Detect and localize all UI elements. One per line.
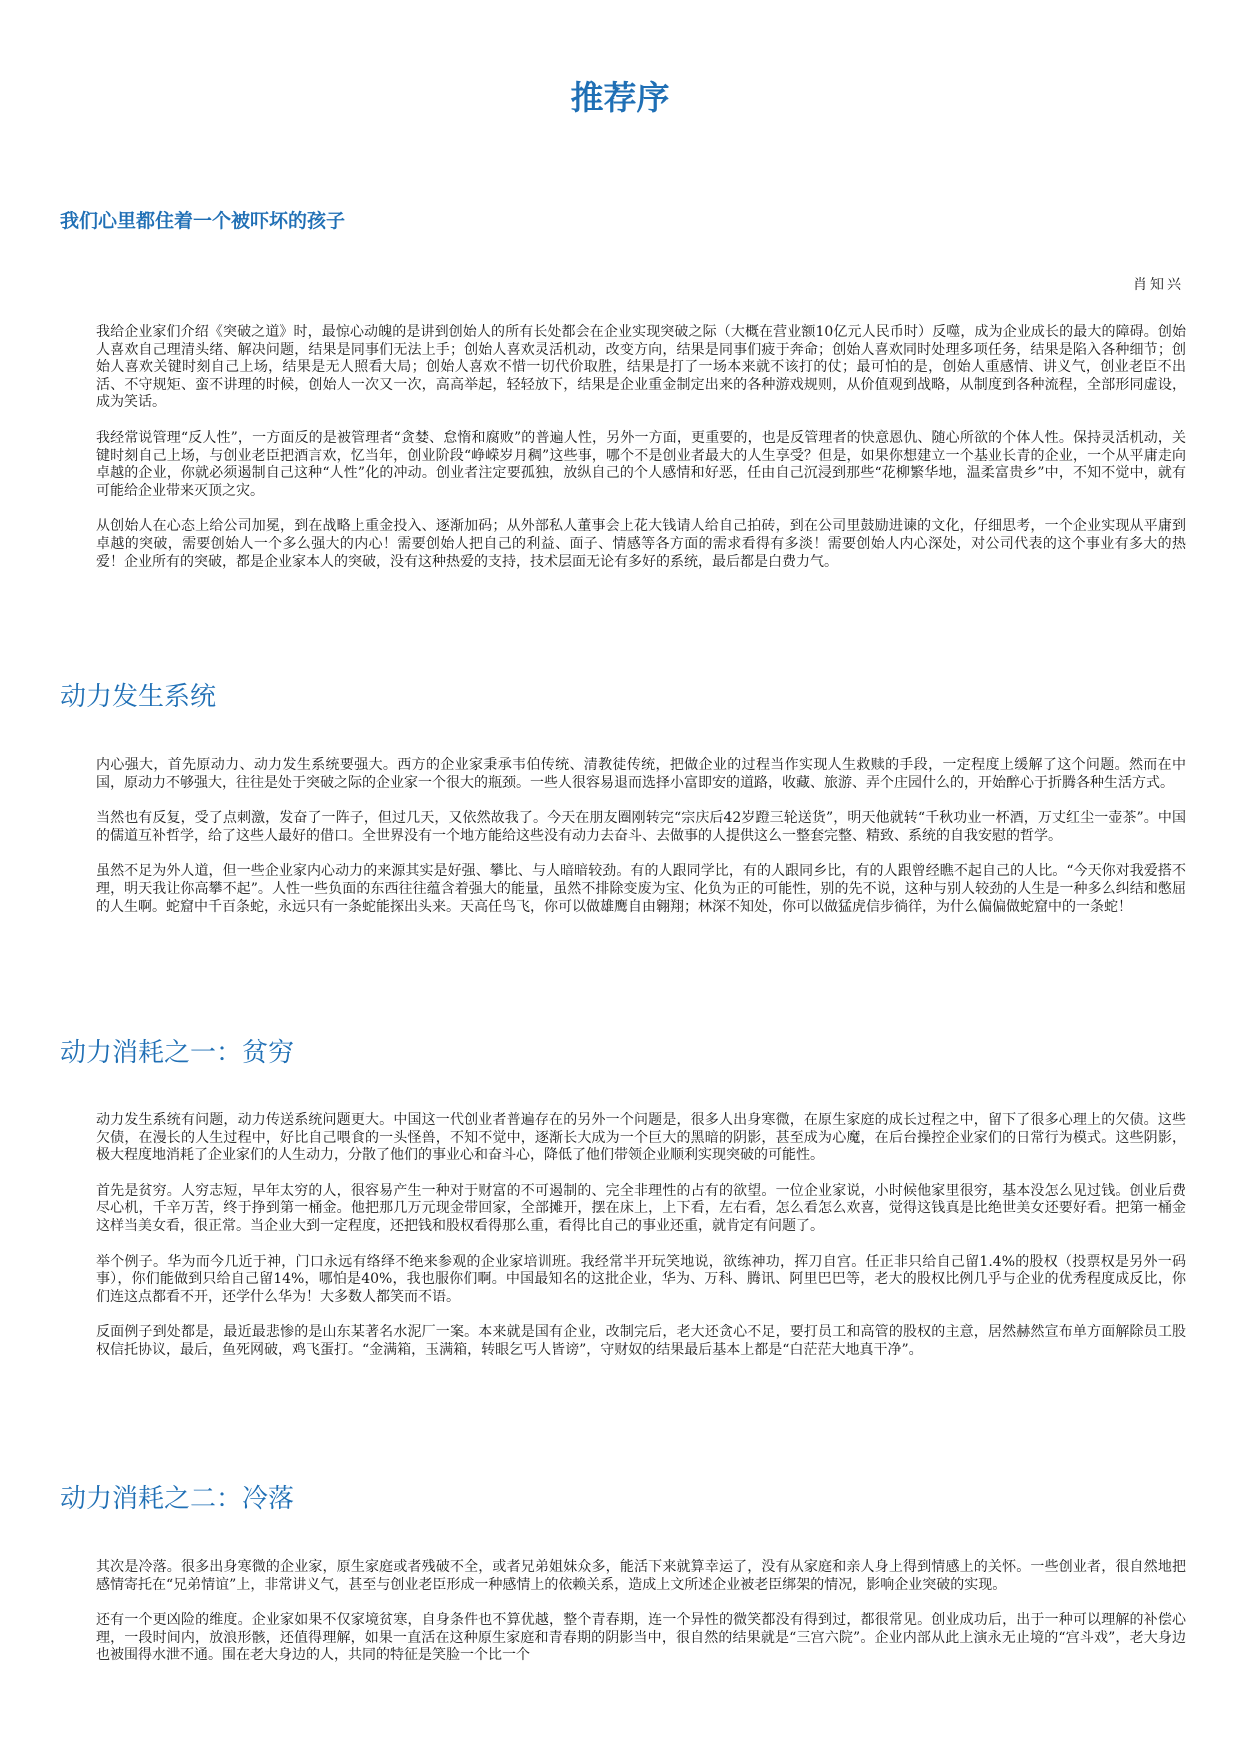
- intro-paragraph-1: 我给企业家们介绍《突破之道》时，最惊心动魄的是讲到创始人的所有长处都会在企业实现突破之际（大概在营业额10亿元人民币时）反噬，成为企业成长的最大的障碍。创始人喜欢自己理清头绪、解决问题，结果是同事们无法上手；创始人喜欢灵活机动，改变方向，结果是同事们疲于奔命；创始人喜欢同时处理多项任务，结果是陷入各种细节；创始人喜欢关键时刻自己上场，结果是无人照看大局；创始人喜欢不惜一切代价取胜，结果是打了一场本来就不该打的仗；最可怕的是，创始人重感情、讲义气，创业老臣不出活、不守规矩、蛮不讲理的时候，创始人一次又一次，高高举起，轻轻放下，结果是企业重金制定出来的各种游戏规则，从价值观到战略，从制度到各种流程，全部形同虚设，成为笑话。: [96, 324, 1186, 411]
- subtitle: 我们心里都住着一个被吓坏的孩子: [60, 210, 346, 232]
- section-1-paragraph-2: 当然也有反复，受了点刺激，发奋了一阵子，但过几天，又依然故我了。今天在朋友圈刚转完“宗庆后42岁蹬三轮送货”，明天他就转“千秋功业一杯酒，万丈红尘一壶茶”。中国的儒道互补哲学，给了这些人最好的借口。全世界没有一个地方能给这些没有动力去奋斗、去做事的人提供这么一整套完整、精致、系统的自我安慰的哲学。: [96, 810, 1186, 844]
- section-2-paragraph-4: 反面例子到处都是，最近最悲惨的是山东某著名水泥厂一案。本来就是国有企业，改制完后，老大还贪心不足，要打员工和高管的股权的主意，居然赫然宣布单方面解除员工股权信托协议，最后，鱼死网破，鸡飞蛋打。“金满箱，玉满箱，转眼乞丐人皆谤”，守财奴的结果最后基本上都是“白茫茫大地真干净”。: [96, 1324, 1186, 1358]
- intro-paragraph-2: 我经常说管理“反人性”，一方面反的是被管理者“贪婪、怠惰和腐败”的普遍人性，另外一方面，更重要的，也是反管理者的快意恩仇、随心所欲的个体人性。保持灵活机动，关键时刻自己上场，与创业老臣把酒言欢，忆当年，创业阶段“峥嵘岁月稠”这些事，哪个不是创业者最大的人生享受？但是，如果你想建立一个基业长青的企业，一个从平庸走向卓越的企业，你就必须遏制自己这种“人性”化的冲动。创业者注定要孤独，放纵自己的个人感情和好恶，任由自己沉浸到那些“花柳繁华地，温柔富贵乡”中，不知不觉中，就有可能给企业带来灭顶之灾。: [96, 429, 1186, 499]
- section-1-paragraph-1: 内心强大，首先原动力、动力发生系统要强大。西方的企业家秉承韦伯传统、清教徒传统，把做企业的过程当作实现人生救赎的手段，一定程度上缓解了这个问题。然而在中国，原动力不够强大，往往是处于突破之际的企业家一个很大的瓶颈。一些人很容易退而选择小富即安的道路，收藏、旅游、弄个庄园什么的，开始醉心于折腾各种生活方式。: [96, 757, 1186, 791]
- section-body-poverty: [96, 1112, 1186, 1378]
- section-body-power-generation: [96, 757, 1186, 934]
- section-heading-neglect: 动力消耗之二：冷落: [60, 1484, 295, 1514]
- section-2-paragraph-3: 举个例子。华为而今几近于神，门口永远有络绎不绝来参观的企业家培训班。我经常半开玩笑地说，欲练神功，挥刀自宫。任正非只给自己留1.4%的股权（投票权是另外一码事），你们能做到只给自己留14%，哪怕是40%，我也服你们啊。中国最知名的这批企业，华为、万科、腾讯、阿里巴巴等，老大的股权比例几乎与企业的优秀程度成反比，你们连这点都看不开，还学什么华为！大多数人都笑而不语。: [96, 1253, 1186, 1305]
- section-3-paragraph-1: 其次是冷落。很多出身寒微的企业家，原生家庭或者残破不全，或者兄弟姐妹众多，能活下来就算幸运了，没有从家庭和亲人身上得到情感上的关怀。一些创业者，很自然地把感情寄托在“兄弟情谊”上，非常讲义气，甚至与创业老臣形成一种感情上的依赖关系，造成上文所述企业被老臣绑架的情况，影响企业突破的实现。: [96, 1559, 1186, 1593]
- author-name: 肖知兴: [1133, 277, 1184, 293]
- page-title: 推荐序: [570, 78, 670, 117]
- section-heading-poverty: 动力消耗之一：贫穷: [60, 1038, 295, 1068]
- section-1-paragraph-3: 虽然不足为外人道，但一些企业家内心动力的来源其实是好强、攀比、与人暗暗较劲。有的人跟同学比，有的人跟同乡比，有的人跟曾经瞧不起自己的人比。“今天你对我爱搭不理，明天我让你高攀不起”。人性一些负面的东西往往蕴含着强大的能量，虽然不排除变废为宝、化负为正的可能性，别的先不说，这种与别人较劲的人生是一种多么纠结和憋屈的人生啊。蛇窟中千百条蛇，永远只有一条蛇能探出头来。天高任鸟飞，你可以做雄鹰自由翱翔；林深不知处，你可以做猛虎信步徜徉，为什么偏偏做蛇窟中的一条蛇！: [96, 863, 1186, 915]
- intro-paragraph-3: 从创始人在心态上给公司加冕，到在战略上重金投入、逐渐加码；从外部私人董事会上花大钱请人给自己拍砖，到在公司里鼓励进谏的文化，仔细思考，一个企业实现从平庸到卓越的突破，需要创始人一个多么强大的内心！需要创始人把自己的利益、面子、情感等各方面的需求看得有多淡！需要创始人内心深处，对公司代表的这个事业有多大的热爱！企业所有的突破，都是企业家本人的突破，没有这种热爱的支持，技术层面无论有多好的系统，最后都是白费力气。: [96, 518, 1186, 570]
- section-2-paragraph-1: 动力发生系统有问题，动力传送系统问题更大。中国这一代创业者普遍存在的另外一个问题是，很多人出身寒微，在原生家庭的成长过程之中，留下了很多心理上的欠债。这些欠债，在漫长的人生过程中，好比自己喂食的一头怪兽，不知不觉中，逐渐长大成为一个巨大的黑暗的阴影，甚至成为心魔，在后台操控企业家们的日常行为模式。这些阴影，极大程度地消耗了企业家们的人生动力，分散了他们的事业心和奋斗心，降低了他们带领企业顺利实现突破的可能性。: [96, 1112, 1186, 1164]
- intro-body: [96, 324, 1186, 589]
- section-2-paragraph-2: 首先是贫穷。人穷志短，早年太穷的人，很容易产生一种对于财富的不可遏制的、完全非理性的占有的欲望。一位企业家说，小时候他家里很穷，基本没怎么见过钱。创业后费尽心机，千辛万苦，终于挣到第一桶金。他把那几万元现金带回家，全部摊开，摆在床上，上下看，左右看，怎么看怎么欢喜，觉得这钱真是比绝世美女还要好看。把第一桶金这样当美女看，很正常。当企业大到一定程度，还把钱和股权看得那么重，看得比自己的事业还重，就肯定有问题了。: [96, 1182, 1186, 1234]
- section-3-paragraph-2: 还有一个更凶险的维度。企业家如果不仅家境贫寒，自身条件也不算优越，整个青春期，连一个异性的微笑都没有得到过，都很常见。创业成功后，出于一种可以理解的补偿心理，一段时间内，放浪形骸，还值得理解，如果一直活在这种原生家庭和青春期的阴影当中，很自然的结果就是“三宫六院”。企业内部从此上演永无止境的“宫斗戏”，老大身边也被围得水泄不通。围在老大身边的人，共同的特征是笑脸一个比一个: [96, 1612, 1186, 1664]
- section-body-neglect: [96, 1559, 1186, 1683]
- section-heading-power-generation: 动力发生系统: [60, 682, 217, 712]
